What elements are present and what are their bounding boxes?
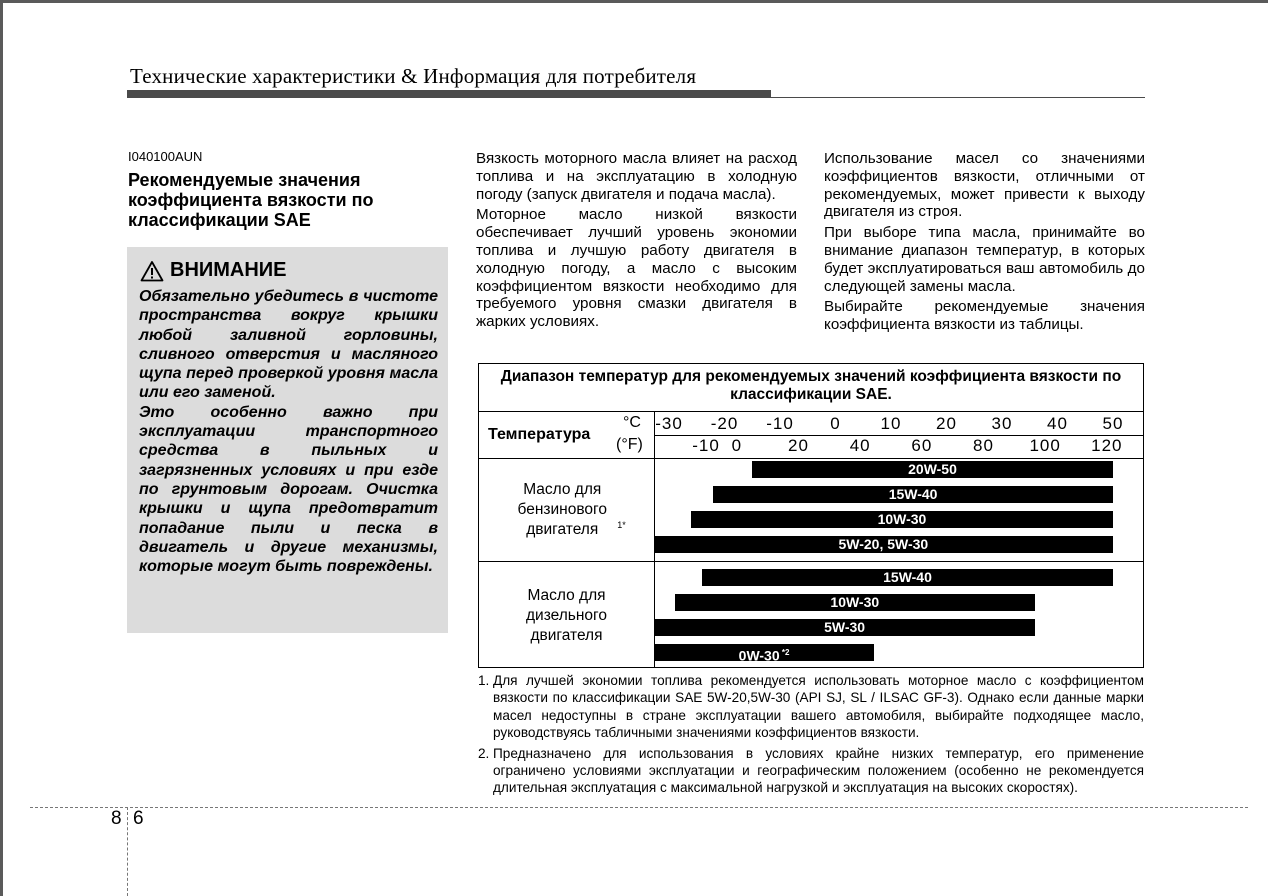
header-rule — [771, 97, 1145, 98]
celsius-tick: 0 — [830, 414, 841, 433]
oil-bar — [675, 594, 1036, 611]
right-paragraph-3: Выбирайте рекомендуемые значения коэффициента вязкости из таблицы. — [824, 298, 1145, 334]
warning-paragraph-2: Это особенно важно при эксплуатации транспортного средства в пыльных и загрязненных условиях и при езде по грунтовым дорогам. Очистка крышки и щупа предотвратит попадание пыли и песка в двигатель и другие механизмы, которые могут быть повреждены. — [139, 403, 438, 576]
footnote-1 — [478, 672, 1144, 742]
diesel-oil-label — [479, 586, 654, 646]
gasoline-oil-label — [479, 480, 654, 540]
page-frame-left — [0, 0, 3, 896]
right-paragraph-1: Использование масел со значениями коэффициентов вязкости, отличными от рекомендуемых, может привести к выходу двигателя из строя. — [824, 150, 1145, 221]
fahrenheit-tick: 60 — [911, 436, 933, 455]
warning-header — [140, 259, 287, 282]
fahrenheit-tick: 20 — [788, 436, 809, 455]
gasoline-oil-note: 1* — [617, 519, 626, 530]
oil-bar-label — [908, 461, 957, 478]
right-column — [824, 150, 1145, 337]
table-title: Диапазон температур для рекомендуемых значений коэффициента вязкости по классификации SAE. — [479, 364, 1143, 412]
celsius-tick: 50 — [1102, 414, 1124, 433]
oil-grade-text: 15W-40 — [883, 569, 932, 585]
footnote-2 — [478, 745, 1144, 797]
footer-dashed-rule — [30, 807, 1248, 808]
section-title: Рекомендуемые значения коэффициента вязкости по классификации SAE — [128, 170, 374, 230]
footnote-number: 1. — [478, 673, 490, 688]
oil-bar-label — [824, 619, 865, 636]
footer-dashed-divider — [127, 807, 128, 896]
celsius-tick: -30 — [655, 414, 683, 433]
diesel-oil-text: Масло для дизельного двигателя — [526, 587, 607, 644]
warning-title: ВНИМАНИЕ — [170, 259, 287, 281]
footnotes — [478, 672, 1144, 800]
fahrenheit-tick: 0 — [731, 436, 743, 455]
oil-bar-label — [889, 486, 938, 503]
page-chapter: 8 — [111, 808, 122, 829]
fahrenheit-tick: 80 — [973, 436, 994, 455]
oil-grade-note: *2 — [779, 648, 790, 657]
middle-column — [476, 150, 797, 334]
table-divider-header — [479, 458, 1143, 459]
page-number: 6 — [133, 808, 144, 829]
header-bar — [127, 90, 771, 98]
oil-bar-label — [739, 644, 790, 665]
middle-paragraph-2: Моторное масло низкой вязкости обеспечивает лучший уровень экономии топлива и лучшую работу двигателя в холодную погоду, а масло с высоким коэффициентом вязкости необходимо для требуемого уровня смазки двигателя в жарких условиях. — [476, 206, 797, 331]
footnote-text: Для лучшей экономии топлива рекомендуется использовать моторное масло с коэффициентом вязкости по классификации SAE 5W-20,5W-30 (API SJ, SL / ILSAC GF-3). Однако если данные марки масел недоступны в стране эксплуатации вашего автомобиля, выбирайте подходящее масло, руководствуясь табличными значениями коэффициентов вязкости. — [493, 673, 1144, 741]
oil-bar — [654, 619, 1035, 636]
unit-celsius: °C — [623, 414, 641, 431]
oil-bar-label — [878, 511, 927, 528]
oil-bar — [654, 536, 1113, 553]
fahrenheit-tick: -10 — [692, 436, 720, 455]
oil-bar — [702, 569, 1113, 586]
warning-paragraph-1: Обязательно убедитесь в чистоте пространства вокруг крышки любой заливной горловины, сливного отверстия и масляного щупа перед проверкой уровня масла или его заменой. — [139, 288, 438, 402]
oil-grade-text: 5W-30 — [824, 619, 866, 635]
oil-bar-label — [839, 536, 929, 553]
celsius-tick: 40 — [1047, 414, 1068, 433]
oil-bar-label — [883, 569, 932, 586]
oil-grade-text: 0W-30 — [738, 647, 780, 664]
warning-text — [139, 287, 438, 576]
celsius-tick: 10 — [880, 414, 902, 433]
oil-bar-label — [830, 594, 879, 611]
oil-grade-text: 20W-50 — [908, 461, 957, 477]
unit-fahrenheit: (°F) — [616, 436, 643, 453]
warning-triangle-icon — [140, 260, 164, 282]
oil-grade-text: 10W-30 — [830, 594, 880, 610]
celsius-tick: -20 — [710, 414, 739, 433]
footnote-number: 2. — [478, 745, 490, 761]
celsius-tick: 30 — [991, 414, 1013, 433]
page-frame-top — [0, 0, 1268, 3]
oil-grade-text: 10W-30 — [877, 511, 927, 527]
oil-grade-text: 15W-40 — [888, 486, 938, 502]
viscosity-table — [478, 363, 1144, 668]
oil-bar — [752, 461, 1113, 478]
footnote-text: Предназначено для использования в условиях крайне низких температур, его применение ограничено условиями эксплуатации и географическим положением (особенно не рекомендуется длительная эксплуатация с максимальной нагрузкой и эксплуатация на высоких скоростях). — [493, 745, 1144, 796]
fahrenheit-tick: 120 — [1091, 436, 1123, 455]
celsius-tick: -10 — [766, 414, 794, 433]
table-divider-groups — [479, 561, 1143, 562]
gasoline-oil-text: Масло для бензинового двигателя — [517, 481, 607, 538]
celsius-tick: 20 — [936, 414, 957, 433]
fahrenheit-tick: 40 — [849, 436, 871, 455]
section-code: I040100AUN — [128, 149, 203, 164]
right-paragraph-2: При выборе типа масла, принимайте во внимание диапазон температур, в которых будет эксплуатироваться ваш автомобиль до следующей замены масла. — [824, 224, 1145, 295]
temperature-label: Температура — [488, 426, 591, 443]
fahrenheit-tick: 100 — [1029, 436, 1061, 455]
oil-bar — [654, 644, 874, 664]
oil-bar — [713, 486, 1113, 503]
middle-paragraph-1: Вязкость моторного масла влияет на расход топлива и на эксплуатацию в холодную погоду (запуск двигателя и подача масла). — [476, 150, 797, 203]
oil-grade-text: 5W-20, 5W-30 — [838, 536, 929, 552]
oil-bar — [691, 511, 1113, 528]
header-title: Технические характеристики & Информация для потребителя — [130, 64, 697, 88]
